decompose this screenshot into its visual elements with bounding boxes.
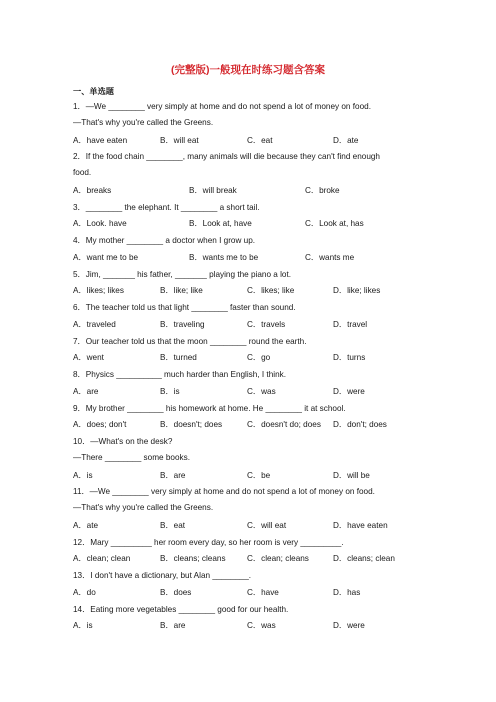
question-stem: 12．Mary _________ her room every day, so her room is very _________. bbox=[73, 537, 344, 547]
answer-option: D．ate bbox=[333, 135, 359, 145]
answer-option: A．breaks bbox=[73, 185, 112, 195]
answer-option: D．has bbox=[333, 587, 361, 597]
question-stem: 2．If the food chain ________, many animals will die because they can't find enough bbox=[73, 152, 380, 162]
answer-option: C．clean; cleans bbox=[247, 554, 309, 564]
question-stem: 9．My brother ________ his homework at home. He ________ it at school. bbox=[73, 403, 346, 413]
answer-option: A．are bbox=[73, 386, 99, 396]
answer-option: B．are bbox=[160, 621, 186, 631]
answer-option: A．Look. have bbox=[73, 219, 127, 229]
answer-option: C．eat bbox=[247, 135, 273, 145]
question-stem: 7．Our teacher told us that the moon ________ round the earth. bbox=[73, 336, 307, 346]
answer-option: C．likes; like bbox=[247, 286, 295, 296]
answer-option: D．turns bbox=[333, 353, 366, 363]
answer-option: C．was bbox=[247, 621, 276, 631]
answer-option: D．were bbox=[333, 386, 365, 396]
question-stem: 1．—We ________ very simply at home and do not spend a lot of money on food. bbox=[73, 102, 371, 111]
answer-option: C．doesn't do; does bbox=[247, 420, 321, 430]
answer-option: C．travels bbox=[247, 319, 286, 329]
question-stem: 13．I don't have a dictionary, but Alan ________. bbox=[73, 571, 252, 580]
answer-option: A．want me to be bbox=[73, 252, 139, 262]
answer-option: B．wants me to be bbox=[189, 252, 259, 262]
answer-option: D．don't; does bbox=[333, 420, 387, 430]
answer-option: A．have eaten bbox=[73, 135, 128, 145]
answer-option: C．be bbox=[247, 470, 271, 480]
answer-option: A．traveled bbox=[73, 319, 116, 329]
answer-option: B．turned bbox=[160, 353, 197, 363]
answer-option: A．is bbox=[73, 470, 93, 480]
question-stem: 6．The teacher told us that light ________ faster than sound. bbox=[73, 303, 296, 312]
answer-option: B．traveling bbox=[160, 319, 205, 329]
question-stem: 5．Jim, _______ his father, _______ playing the piano a lot. bbox=[73, 269, 292, 279]
question-stem-continued: food. bbox=[73, 168, 92, 177]
answer-option: B．will eat bbox=[160, 135, 199, 145]
answer-option: B．eat bbox=[160, 520, 186, 530]
answer-option: D．like; likes bbox=[333, 286, 381, 296]
answer-option: C．will eat bbox=[247, 520, 287, 530]
answer-option: C．was bbox=[247, 386, 276, 396]
section-heading: 一、单选题 bbox=[73, 87, 114, 96]
answer-option: B．does bbox=[160, 587, 192, 597]
document-title: (完整版)一般现在时练习题含答案 bbox=[171, 64, 325, 76]
answer-option: A．ate bbox=[73, 520, 99, 530]
answer-option: C．go bbox=[247, 353, 271, 363]
answer-option: A．likes; likes bbox=[73, 286, 124, 296]
question-stem: 11．—We ________ very simply at home and do not spend a lot of money on food. bbox=[73, 487, 375, 497]
question-stem: 14．Eating more vegetables ________ good for our health. bbox=[73, 604, 289, 614]
question-stem: 10．—What's on the desk? bbox=[73, 437, 173, 446]
answer-option: D．will be bbox=[333, 470, 370, 480]
answer-option: B．like; like bbox=[160, 286, 203, 296]
answer-option: A．do bbox=[73, 587, 96, 597]
question-stem: 8．Physics __________ much harder than English, I think. bbox=[73, 370, 287, 379]
answer-option: D．cleans; clean bbox=[333, 554, 395, 564]
answer-option: B．doesn't; does bbox=[160, 420, 223, 430]
answer-option: D．were bbox=[333, 621, 365, 631]
answer-option: B．Look at, have bbox=[189, 219, 252, 229]
answer-option: A．is bbox=[73, 621, 93, 631]
answer-option: B．are bbox=[160, 470, 186, 480]
answer-option: B．is bbox=[160, 386, 180, 396]
question-stem-continued: —That's why you're called the Greens. bbox=[73, 117, 214, 127]
answer-option: D．travel bbox=[333, 319, 368, 329]
answer-option: A．clean; clean bbox=[73, 554, 131, 564]
question-stem: 3．________ the elephant. It ________ a short tail. bbox=[73, 202, 260, 212]
answer-option: B．cleans; cleans bbox=[160, 554, 226, 564]
answer-option: C．wants me bbox=[305, 252, 355, 262]
question-stem-continued: —That's why you're called the Greens. bbox=[73, 503, 214, 512]
answer-option: D．have eaten bbox=[333, 520, 388, 530]
answer-option: C．broke bbox=[305, 185, 340, 195]
answer-option: C．Look at, has bbox=[305, 219, 364, 229]
question-stem: 4．My mother ________ a doctor when I grow up. bbox=[73, 236, 256, 245]
answer-option: A．went bbox=[73, 353, 104, 363]
answer-option: B．will break bbox=[189, 185, 237, 195]
answer-option: C．have bbox=[247, 587, 279, 597]
question-stem-continued: —There ________ some books. bbox=[73, 452, 190, 462]
answer-option: A．does; don't bbox=[73, 420, 127, 430]
